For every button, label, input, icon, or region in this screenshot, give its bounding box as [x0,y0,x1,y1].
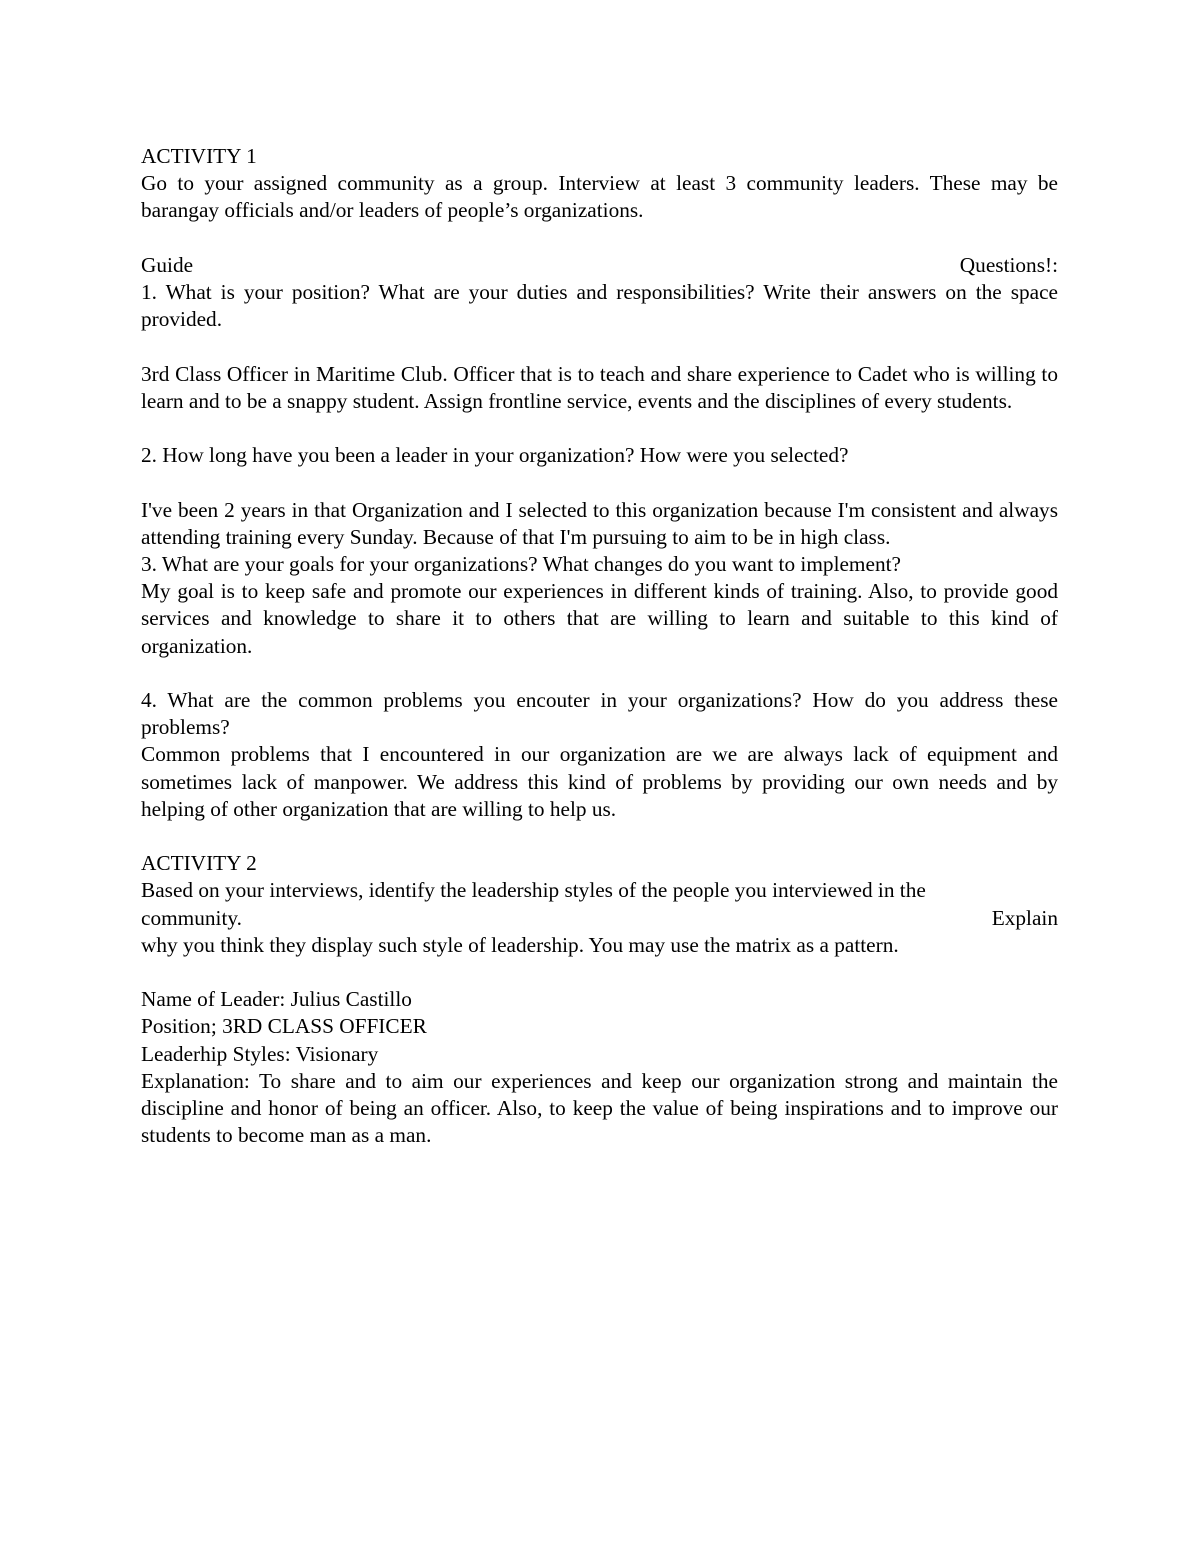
question-2: 2. How long have you been a leader in your organization? How were you selected? [141,443,849,468]
activity2-instructions-line1: Based on your interviews, identify the leadership styles of the people you interviewed in the [141,878,926,903]
question-3: 3. What are your goals for your organizations? What changes do you want to implement? [141,551,901,576]
answer-3: My goal is to keep safe and promote our experiences in different kinds of training. Also, to provide good services and knowledge to share it to others that are willing to learn and suitable to this kind of organization. [141,579,1058,658]
spacer [141,469,1058,496]
activity2-heading: ACTIVITY 2 [141,851,257,876]
question-4: 4. What are the common problems you encouter in your organizations? How do you address these problems? [141,687,1058,740]
activity1-instructions: Go to your assigned community as a group. Interview at least 3 community leaders. These may be barangay officials and/or leaders of people’s organizations. [141,171,1058,223]
guide-questions-line [141,252,1058,279]
answer-1: 3rd Class Officer in Maritime Club. Officer that is to teach and share experience to Cadet who is willing to learn and to be a snappy student. Assign frontline service, events and the disciplines of every students. [141,361,1058,413]
leadership-styles: Leaderhip Styles: Visionary [141,1041,379,1066]
spacer [141,415,1058,442]
leader-name: Name of Leader: Julius Castillo [141,987,412,1012]
guide-label: Guide [141,252,194,277]
activity1-heading: ACTIVITY 1 [141,144,257,168]
explain-word: Explain [991,905,1058,930]
leader-position: Position; 3RD CLASS OFFICER [141,1014,427,1039]
spacer [141,660,1058,687]
spacer [141,959,1058,986]
spacer [141,225,1058,252]
activity2-instructions-line3: why you think they display such style of leadership. You may use the matrix as a pattern. [141,932,899,957]
questions-label: Questions!: [959,252,1058,277]
answer-2: I've been 2 years in that Organization and I selected to this organization because I'm consistent and always attending training every Sunday. Because of that I'm pursuing to aim to be in high class. [141,497,1058,549]
question-1: 1. What is your position? What are your duties and responsibilities? Write their answers on the space provided. [141,280,1058,332]
spacer [141,333,1058,360]
activity2-instructions-line2 [141,905,1058,932]
community-word: community. [141,905,242,930]
explanation: Explanation: To share and to aim our experiences and keep our organization strong and maintain the discipline and honor of being an officer. Also, to keep the value of being inspirations and to improve our students to become man as a man. [141,1068,1058,1148]
answer-4: Common problems that I encountered in our organization are we are always lack of equipment and sometimes lack of manpower. We address this kind of problems by providing our own needs and by helping of other organization that are willing to help us. [141,742,1058,821]
spacer [141,823,1058,850]
document-body [141,143,1058,1149]
